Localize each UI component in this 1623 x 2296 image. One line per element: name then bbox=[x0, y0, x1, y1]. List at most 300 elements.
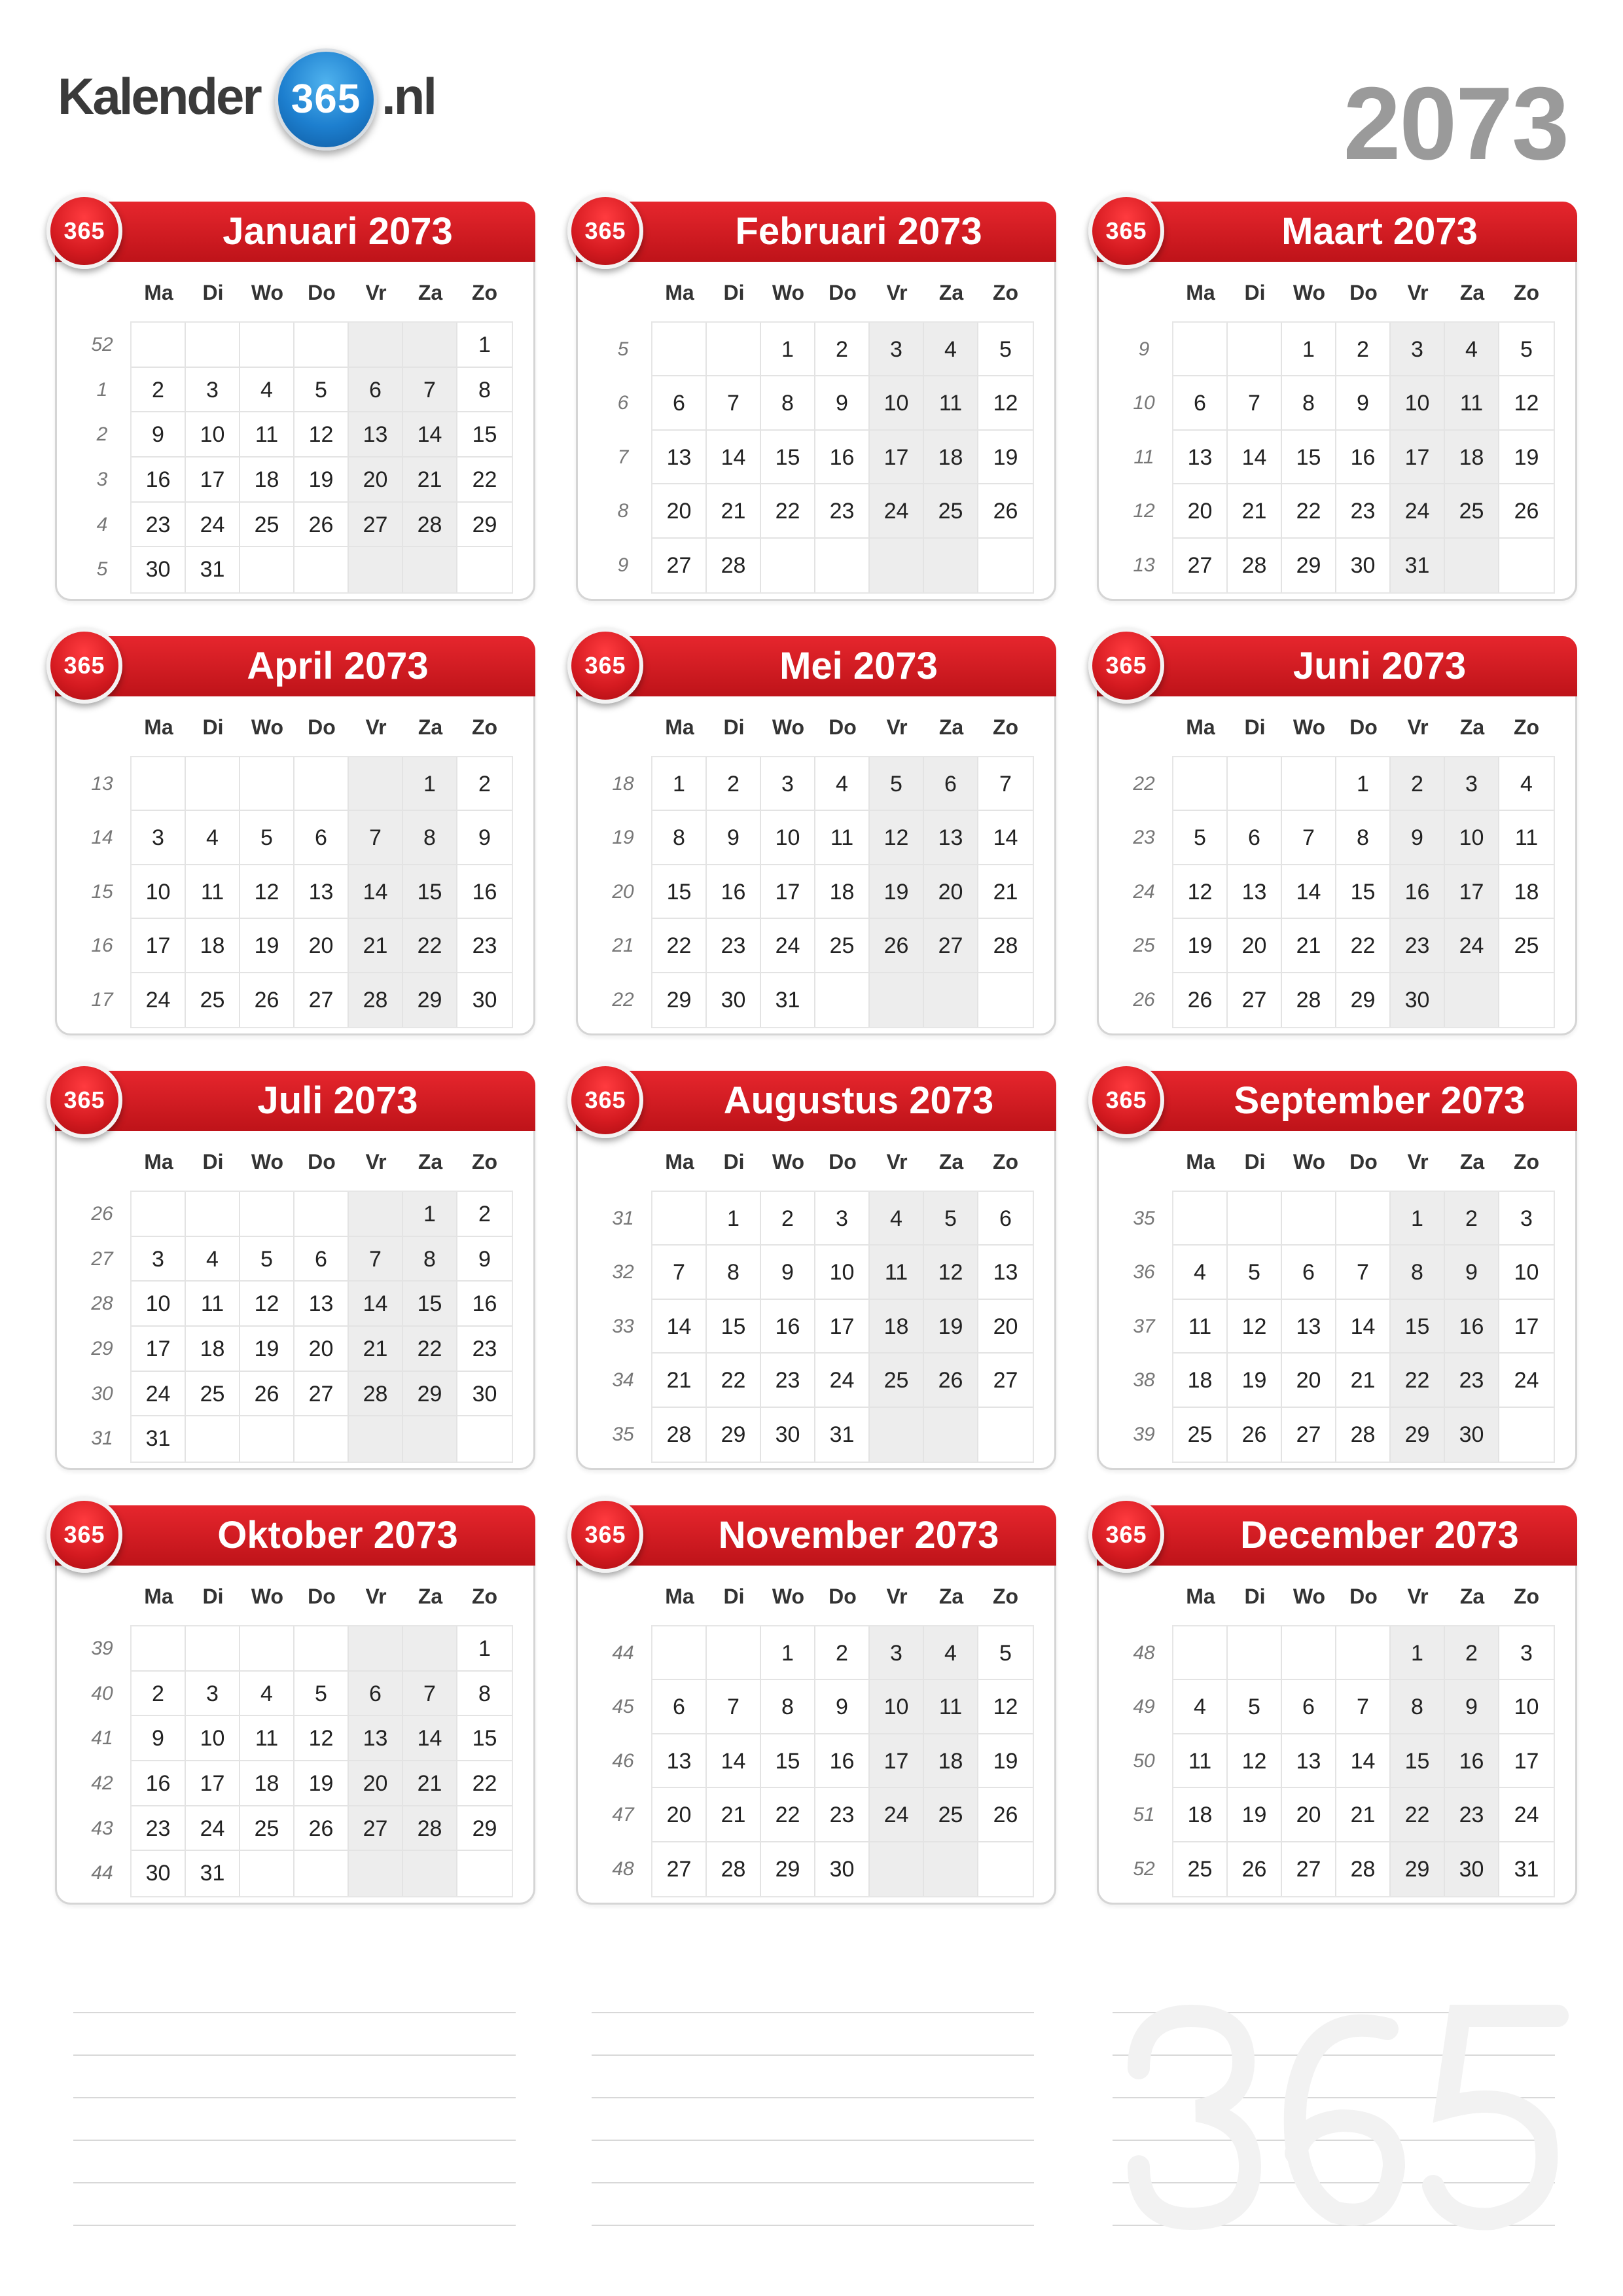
day-cell: 20 bbox=[924, 865, 978, 919]
weekday-label: Za bbox=[418, 281, 443, 304]
day-cell: 13 bbox=[652, 431, 707, 484]
day-cell: 7 bbox=[349, 1237, 403, 1282]
week-number: 40 bbox=[91, 1682, 113, 1704]
week-number: 50 bbox=[1133, 1749, 1155, 1772]
day-cell: 22 bbox=[652, 919, 707, 973]
day-cell: 11 bbox=[1173, 1734, 1228, 1788]
day-cell: 11 bbox=[240, 1716, 294, 1761]
day-cell: 7 bbox=[349, 811, 403, 865]
empty-day-cell bbox=[240, 757, 294, 811]
day-cell: 8 bbox=[707, 1246, 761, 1299]
day-cell: 2 bbox=[132, 1672, 186, 1717]
day-cell: 4 bbox=[1173, 1680, 1228, 1734]
day-cell: 25 bbox=[924, 484, 978, 538]
day-cell: 10 bbox=[1391, 376, 1445, 430]
day-cell: 11 bbox=[815, 811, 870, 865]
week-number: 52 bbox=[1133, 1857, 1155, 1880]
day-cell: 10 bbox=[132, 865, 186, 919]
day-cell: 6 bbox=[1228, 811, 1282, 865]
day-cell: 17 bbox=[186, 1761, 240, 1806]
weekday-label: Di bbox=[202, 281, 224, 304]
day-grid bbox=[651, 1191, 1034, 1463]
empty-day-cell bbox=[870, 1842, 924, 1896]
weekday-label: Do bbox=[308, 281, 336, 304]
weekday-label: Ma bbox=[1186, 281, 1215, 304]
day-cell: 22 bbox=[1336, 919, 1391, 973]
day-cell: 28 bbox=[652, 1408, 707, 1462]
day-cell: 20 bbox=[978, 1300, 1033, 1354]
day-cell: 30 bbox=[1445, 1842, 1499, 1896]
day-cell: 10 bbox=[1499, 1246, 1554, 1299]
weekday-label: Ma bbox=[144, 281, 173, 304]
day-cell: 28 bbox=[349, 1372, 403, 1417]
empty-day-cell bbox=[1445, 539, 1499, 592]
day-cell: 27 bbox=[1228, 973, 1282, 1027]
day-cell: 17 bbox=[132, 1327, 186, 1372]
day-cell: 15 bbox=[403, 1282, 457, 1327]
month-title: Februari 2073 bbox=[735, 210, 982, 253]
day-cell: 25 bbox=[1499, 919, 1554, 973]
day-cell: 25 bbox=[240, 503, 294, 548]
week-number: 11 bbox=[1133, 446, 1154, 468]
day-cell: 11 bbox=[1499, 811, 1554, 865]
day-cell: 4 bbox=[186, 811, 240, 865]
day-cell: 9 bbox=[707, 811, 761, 865]
weekday-label: Vr bbox=[1407, 1150, 1429, 1174]
day-cell: 3 bbox=[1499, 1626, 1554, 1680]
weekday-label: Za bbox=[938, 1585, 964, 1608]
empty-day-cell bbox=[349, 757, 403, 811]
day-cell: 7 bbox=[652, 1246, 707, 1299]
day-cell: 29 bbox=[457, 1806, 512, 1852]
empty-day-cell bbox=[1336, 1626, 1391, 1680]
day-cell: 5 bbox=[978, 1626, 1033, 1680]
week-number: 3 bbox=[96, 469, 108, 490]
day-cell: 3 bbox=[132, 811, 186, 865]
month-365-badge: 365 bbox=[567, 628, 643, 704]
day-cell: 1 bbox=[707, 1192, 761, 1246]
empty-day-cell bbox=[294, 547, 349, 592]
day-cell: 22 bbox=[1282, 484, 1336, 538]
weekday-label: Zo bbox=[471, 1150, 498, 1174]
empty-day-cell bbox=[1499, 1408, 1554, 1462]
week-number: 15 bbox=[91, 880, 113, 903]
note-line bbox=[73, 2054, 516, 2056]
day-cell: 25 bbox=[815, 919, 870, 973]
day-cell: 24 bbox=[1445, 919, 1499, 973]
week-number: 39 bbox=[91, 1638, 113, 1659]
month-card bbox=[1097, 1505, 1577, 1905]
empty-day-cell bbox=[1228, 323, 1282, 376]
week-number: 4 bbox=[96, 513, 108, 535]
weekday-label: Ma bbox=[665, 281, 694, 304]
weekday-label: Zo bbox=[471, 1585, 498, 1608]
empty-day-cell bbox=[294, 1192, 349, 1237]
month-title: Januari 2073 bbox=[223, 210, 453, 253]
weekday-label: Vr bbox=[365, 715, 387, 739]
day-cell: 3 bbox=[186, 1672, 240, 1717]
day-cell: 16 bbox=[761, 1300, 815, 1354]
day-cell: 17 bbox=[815, 1300, 870, 1354]
day-cell: 10 bbox=[1445, 811, 1499, 865]
day-cell: 15 bbox=[1336, 865, 1391, 919]
empty-day-cell bbox=[1499, 539, 1554, 592]
day-cell: 5 bbox=[1499, 323, 1554, 376]
week-number: 42 bbox=[91, 1772, 113, 1794]
day-cell: 21 bbox=[349, 1327, 403, 1372]
watermark-365-icon bbox=[1113, 1970, 1571, 2278]
week-number: 41 bbox=[91, 1727, 113, 1749]
day-cell: 5 bbox=[978, 323, 1033, 376]
weekday-label: Wo bbox=[772, 1150, 805, 1174]
day-cell: 16 bbox=[1391, 865, 1445, 919]
weekday-label: Do bbox=[308, 715, 336, 739]
weekday-label: Wo bbox=[772, 281, 805, 304]
day-cell: 11 bbox=[186, 1282, 240, 1327]
empty-day-cell bbox=[924, 539, 978, 592]
day-cell: 8 bbox=[457, 368, 512, 413]
day-cell: 17 bbox=[1445, 865, 1499, 919]
weekday-label: Zo bbox=[992, 1585, 1019, 1608]
month-title: April 2073 bbox=[247, 645, 429, 687]
empty-day-cell bbox=[652, 1626, 707, 1680]
day-cell: 30 bbox=[472, 987, 497, 1013]
day-cell: 18 bbox=[1173, 1354, 1228, 1407]
weekday-label: Do bbox=[308, 1150, 336, 1174]
day-cell: 19 bbox=[1173, 919, 1228, 973]
month-365-badge: 365 bbox=[567, 1062, 643, 1138]
month-header bbox=[55, 202, 535, 262]
weekday-label: Do bbox=[829, 1585, 857, 1608]
day-cell: 24 bbox=[1391, 484, 1445, 538]
note-line bbox=[592, 2097, 1034, 2098]
day-cell: 13 bbox=[349, 412, 403, 457]
note-line bbox=[592, 2140, 1034, 2141]
week-number: 6 bbox=[617, 392, 629, 414]
day-cell: 17 bbox=[1391, 431, 1445, 484]
day-cell: 24 bbox=[132, 973, 186, 1027]
weekday-label: Do bbox=[1349, 715, 1378, 739]
month-365-badge: 365 bbox=[46, 1062, 122, 1138]
day-cell: 24 bbox=[870, 1788, 924, 1842]
day-cell: 3 bbox=[815, 1192, 870, 1246]
day-cell: 30 bbox=[1391, 973, 1445, 1027]
empty-day-cell bbox=[1228, 1626, 1282, 1680]
week-number: 14 bbox=[91, 827, 113, 849]
day-cell: 6 bbox=[294, 1237, 349, 1282]
month-card bbox=[1097, 1071, 1577, 1470]
logo-word-nl: .nl bbox=[382, 67, 435, 125]
day-cell: 26 bbox=[924, 1354, 978, 1407]
empty-day-cell bbox=[1228, 757, 1282, 811]
day-cell: 13 bbox=[1282, 1734, 1336, 1788]
empty-day-cell bbox=[186, 1626, 240, 1672]
weekday-label: Zo bbox=[992, 715, 1019, 739]
day-cell: 27 bbox=[349, 1806, 403, 1852]
day-cell: 7 bbox=[978, 757, 1033, 811]
day-cell: 6 bbox=[652, 1680, 707, 1734]
day-cell: 26 bbox=[294, 503, 349, 548]
day-cell: 3 bbox=[761, 757, 815, 811]
day-cell: 12 bbox=[978, 1680, 1033, 1734]
day-cell: 21 bbox=[707, 1788, 761, 1842]
week-number: 35 bbox=[1133, 1208, 1155, 1229]
day-cell: 27 bbox=[294, 973, 349, 1027]
note-line bbox=[73, 2225, 516, 2226]
day-cell: 4 bbox=[1445, 323, 1499, 376]
empty-day-cell bbox=[349, 1192, 403, 1237]
week-number: 26 bbox=[1133, 988, 1155, 1011]
day-cell: 29 bbox=[1391, 1408, 1445, 1462]
empty-day-cell bbox=[1173, 323, 1228, 376]
day-cell: 1 bbox=[457, 323, 512, 368]
day-cell: 12 bbox=[924, 1246, 978, 1299]
day-cell: 29 bbox=[652, 973, 707, 1027]
day-cell: 4 bbox=[815, 757, 870, 811]
weekday-label: Do bbox=[829, 715, 857, 739]
day-cell: 26 bbox=[1499, 484, 1554, 538]
day-cell: 22 bbox=[403, 1327, 457, 1372]
day-cell: 30 bbox=[132, 547, 186, 592]
day-cell: 13 bbox=[294, 1282, 349, 1327]
day-cell: 16 bbox=[1445, 1300, 1499, 1354]
week-number: 45 bbox=[612, 1696, 634, 1718]
day-cell: 21 bbox=[403, 1761, 457, 1806]
year-title: 2073 bbox=[1343, 66, 1568, 181]
empty-day-cell bbox=[1445, 973, 1499, 1027]
day-grid bbox=[1172, 1625, 1555, 1897]
day-cell: 2 bbox=[1445, 1192, 1499, 1246]
day-cell: 3 bbox=[132, 1237, 186, 1282]
day-cell: 3 bbox=[1499, 1192, 1554, 1246]
day-cell: 4 bbox=[924, 1626, 978, 1680]
empty-day-cell bbox=[978, 1842, 1033, 1896]
empty-day-cell bbox=[870, 973, 924, 1027]
note-line bbox=[592, 2225, 1034, 2226]
empty-day-cell bbox=[1173, 1626, 1228, 1680]
day-cell: 22 bbox=[457, 457, 512, 503]
month-header bbox=[55, 636, 535, 696]
day-cell: 6 bbox=[978, 1192, 1033, 1246]
day-cell: 23 bbox=[815, 1788, 870, 1842]
day-cell: 7 bbox=[1336, 1246, 1391, 1299]
empty-day-cell bbox=[349, 1416, 403, 1462]
day-cell: 8 bbox=[403, 1237, 457, 1282]
day-cell: 20 bbox=[652, 484, 707, 538]
day-cell: 18 bbox=[924, 431, 978, 484]
day-cell: 24 bbox=[761, 919, 815, 973]
day-cell: 16 bbox=[132, 1761, 186, 1806]
week-number: 25 bbox=[1133, 935, 1155, 957]
month-title: December 2073 bbox=[1240, 1514, 1519, 1556]
day-cell: 7 bbox=[707, 1680, 761, 1734]
day-grid bbox=[651, 1625, 1034, 1897]
day-cell: 22 bbox=[761, 484, 815, 538]
day-cell: 26 bbox=[870, 919, 924, 973]
weekday-label: Ma bbox=[144, 715, 173, 739]
day-cell: 15 bbox=[707, 1300, 761, 1354]
day-cell: 4 bbox=[1499, 757, 1554, 811]
day-cell: 29 bbox=[403, 1372, 457, 1417]
day-cell: 9 bbox=[815, 1680, 870, 1734]
day-cell: 6 bbox=[1282, 1680, 1336, 1734]
day-cell: 9 bbox=[815, 376, 870, 430]
day-cell: 21 bbox=[1228, 484, 1282, 538]
empty-day-cell bbox=[349, 323, 403, 368]
weekday-label: Vr bbox=[886, 1150, 908, 1174]
day-cell: 10 bbox=[815, 1246, 870, 1299]
day-cell: 2 bbox=[1336, 323, 1391, 376]
day-cell: 6 bbox=[349, 368, 403, 413]
weekday-label: Vr bbox=[1407, 715, 1429, 739]
weekday-label: Vr bbox=[886, 715, 908, 739]
day-cell: 20 bbox=[1228, 919, 1282, 973]
day-cell: 22 bbox=[1391, 1788, 1445, 1842]
month-card bbox=[576, 636, 1056, 1035]
day-cell: 7 bbox=[707, 376, 761, 430]
day-cell: 24 bbox=[186, 1806, 240, 1852]
weekday-label: Vr bbox=[1407, 1585, 1429, 1608]
day-cell: 3 bbox=[186, 368, 240, 413]
day-cell: 27 bbox=[652, 539, 707, 592]
day-cell: 12 bbox=[978, 376, 1033, 430]
day-cell: 26 bbox=[978, 1788, 1033, 1842]
day-cell: 21 bbox=[1336, 1354, 1391, 1407]
day-cell: 31 bbox=[186, 1851, 240, 1896]
day-cell: 15 bbox=[403, 865, 457, 919]
empty-day-cell bbox=[349, 1851, 403, 1896]
month-header bbox=[576, 1071, 1056, 1131]
weekday-label: Di bbox=[202, 1585, 224, 1608]
day-cell: 15 bbox=[652, 865, 707, 919]
day-cell: 28 bbox=[1336, 1408, 1391, 1462]
day-cell: 12 bbox=[294, 1716, 349, 1761]
month-title: Oktober 2073 bbox=[217, 1514, 458, 1556]
day-cell: 23 bbox=[815, 484, 870, 538]
day-cell: 28 bbox=[707, 539, 761, 592]
day-cell: 19 bbox=[294, 457, 349, 503]
day-cell: 8 bbox=[652, 811, 707, 865]
weekday-label: Zo bbox=[992, 281, 1019, 304]
weekday-label: Di bbox=[1244, 1150, 1266, 1174]
day-cell: 26 bbox=[1228, 1842, 1282, 1896]
day-cell: 9 bbox=[761, 1246, 815, 1299]
week-number: 13 bbox=[91, 773, 113, 795]
day-cell: 17 bbox=[132, 919, 186, 973]
month-card bbox=[55, 1505, 535, 1905]
day-cell: 18 bbox=[186, 1327, 240, 1372]
day-cell: 29 bbox=[457, 503, 512, 548]
week-number: 5 bbox=[96, 558, 108, 581]
week-number: 52 bbox=[91, 334, 113, 355]
day-cell: 12 bbox=[240, 865, 294, 919]
day-cell: 9 bbox=[132, 412, 186, 457]
day-cell: 2 bbox=[1391, 757, 1445, 811]
weekday-label: Za bbox=[418, 1585, 443, 1608]
week-number: 49 bbox=[1133, 1696, 1155, 1718]
day-cell: 10 bbox=[132, 1282, 186, 1327]
day-cell: 27 bbox=[349, 503, 403, 548]
week-number: 44 bbox=[612, 1642, 634, 1664]
week-number: 23 bbox=[1133, 827, 1155, 849]
weekday-label: Za bbox=[418, 1150, 443, 1174]
day-cell: 17 bbox=[1499, 1300, 1554, 1354]
weekday-label: Wo bbox=[1293, 1585, 1326, 1608]
month-header bbox=[1097, 202, 1577, 262]
weekday-label: Do bbox=[308, 1585, 336, 1608]
weekday-label: Di bbox=[723, 715, 745, 739]
day-cell: 14 bbox=[349, 1282, 403, 1327]
weekday-label: Ma bbox=[144, 1585, 173, 1608]
day-cell: 24 bbox=[1499, 1788, 1554, 1842]
weekday-label: Di bbox=[1244, 281, 1266, 304]
empty-day-cell bbox=[652, 323, 707, 376]
empty-day-cell bbox=[294, 1416, 349, 1462]
day-cell: 25 bbox=[1173, 1842, 1228, 1896]
week-number: 2 bbox=[96, 423, 108, 446]
day-cell: 12 bbox=[1228, 1734, 1282, 1788]
empty-day-cell bbox=[1336, 1192, 1391, 1246]
empty-day-cell bbox=[186, 1416, 240, 1462]
day-cell: 14 bbox=[978, 811, 1033, 865]
day-cell: 11 bbox=[924, 1680, 978, 1734]
empty-day-cell bbox=[186, 1192, 240, 1237]
day-cell: 30 bbox=[761, 1408, 815, 1462]
day-cell: 18 bbox=[186, 919, 240, 973]
day-cell: 9 bbox=[457, 811, 512, 865]
month-header bbox=[1097, 636, 1577, 696]
day-cell: 28 bbox=[707, 1842, 761, 1896]
weekday-label: Za bbox=[418, 715, 443, 739]
day-cell: 2 bbox=[761, 1192, 815, 1246]
day-cell: 23 bbox=[132, 503, 186, 548]
day-cell: 5 bbox=[294, 1672, 349, 1717]
week-number: 34 bbox=[612, 1369, 634, 1391]
note-line bbox=[73, 2012, 516, 2013]
empty-day-cell bbox=[1282, 1626, 1336, 1680]
day-cell: 14 bbox=[403, 1716, 457, 1761]
day-cell: 20 bbox=[1282, 1788, 1336, 1842]
month-header bbox=[576, 1505, 1056, 1566]
weekday-label: Zo bbox=[1513, 1150, 1540, 1174]
day-cell: 23 bbox=[761, 1354, 815, 1407]
month-365-badge: 365 bbox=[567, 1497, 643, 1573]
day-cell: 4 bbox=[186, 1237, 240, 1282]
empty-day-cell bbox=[870, 1408, 924, 1462]
weekday-label: Di bbox=[723, 1150, 745, 1174]
day-cell: 1 bbox=[1336, 757, 1391, 811]
empty-day-cell bbox=[457, 1851, 512, 1896]
day-cell: 26 bbox=[978, 484, 1033, 538]
day-cell: 21 bbox=[349, 919, 403, 973]
month-card bbox=[55, 202, 535, 601]
day-cell: 21 bbox=[978, 865, 1033, 919]
empty-day-cell bbox=[294, 1626, 349, 1672]
week-number: 19 bbox=[612, 827, 634, 849]
weekday-label: Ma bbox=[1186, 715, 1215, 739]
week-number: 22 bbox=[612, 988, 634, 1011]
day-cell: 6 bbox=[924, 757, 978, 811]
empty-day-cell bbox=[403, 323, 457, 368]
day-cell: 20 bbox=[294, 1327, 349, 1372]
week-number: 28 bbox=[91, 1293, 113, 1315]
empty-day-cell bbox=[707, 323, 761, 376]
day-cell: 11 bbox=[870, 1246, 924, 1299]
week-number: 16 bbox=[91, 935, 113, 957]
empty-day-cell bbox=[457, 1416, 512, 1462]
day-cell: 18 bbox=[815, 865, 870, 919]
weekday-label: Ma bbox=[1186, 1585, 1215, 1608]
